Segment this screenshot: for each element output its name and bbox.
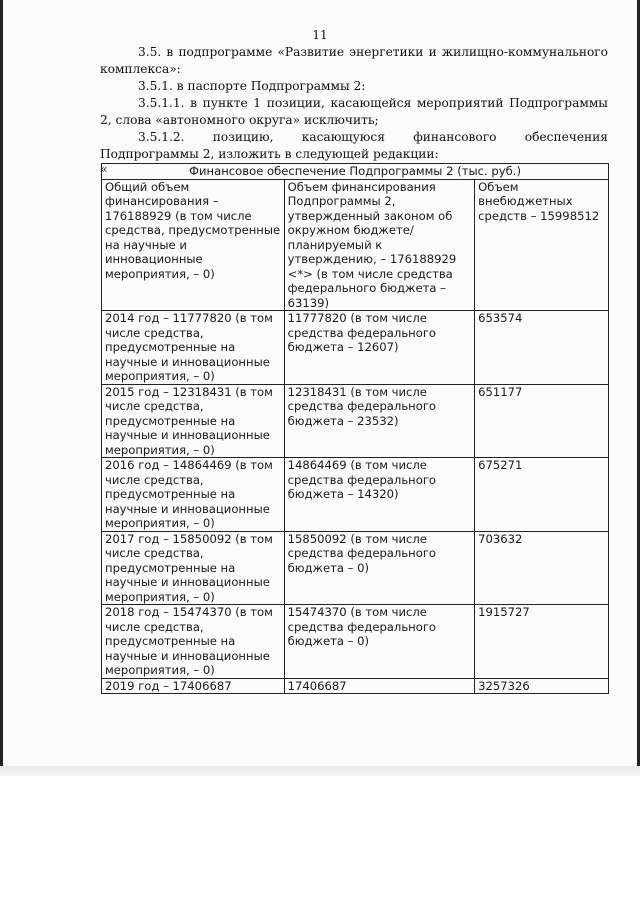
row-budget-cell: 14864469 (в том числе средства федерального бюджета – 14320) [284, 458, 475, 532]
row-year-cell: 2019 год – 17406687 [102, 678, 285, 694]
paragraph-3-5-1: 3.5.1. в паспорте Подпрограммы 2: [138, 79, 366, 93]
header-total-cell: Общий объем финансирования – 176188929 (в том числе средства, предусмотренные на научные и инновационные мероприятия, – 0) [102, 179, 285, 311]
row-extrabudget-cell: 651177 [475, 384, 609, 458]
financing-table [101, 163, 609, 694]
row-year-cell: 2017 год – 15850092 (в том числе средства, предусмотренные на научные и инновационные мероприятия, – 0) [102, 531, 285, 605]
table-row [102, 605, 609, 679]
row-extrabudget-cell: 3257326 [475, 678, 609, 694]
row-budget-cell: 12318431 (в том числе средства федерального бюджета – 23532) [284, 384, 475, 458]
header-extrabudget-cell: Объем внебюджетных средств – 15998512 [475, 179, 609, 311]
table-row [102, 311, 609, 385]
table-row [102, 458, 609, 532]
table-row [102, 678, 609, 694]
opening-quote: « [100, 162, 108, 176]
blank-area [0, 776, 640, 905]
paragraph-3-5-1-1: 3.5.1.1. в пункте 1 позиции, касающейся мероприятий Подпрограммы 2, слова «автономного округа» исключить; [100, 96, 608, 127]
row-budget-cell: 17406687 [284, 678, 475, 694]
table-row [102, 384, 609, 458]
paragraph-3-5-1-2-line1: 3.5.1.2. позицию, касающуюся финансового обеспечения [138, 130, 608, 144]
row-year-cell: 2016 год – 14864469 (в том числе средства, предусмотренные на научные и инновационные мероприятия, – 0) [102, 458, 285, 532]
row-year-cell: 2018 год – 15474370 (в том числе средства, предусмотренные на научные и инновационные мероприятия, – 0) [102, 605, 285, 679]
table-caption: Финансовое обеспечение Подпрограммы 2 (тыс. руб.) [102, 164, 609, 180]
row-budget-cell: 15474370 (в том числе средства федерального бюджета – 0) [284, 605, 475, 679]
row-year-cell: 2015 год – 12318431 (в том числе средства, предусмотренные на научные и инновационные мероприятия, – 0) [102, 384, 285, 458]
scan-edge-left [0, 0, 3, 775]
table-row [102, 531, 609, 605]
header-budget-cell: Объем финансирования Подпрограммы 2, утвержденный законом об окружном бюджете/планируемый к утверждению, – 176188929 <*> (в том числе средства федерального бюджета – 63139) [284, 179, 475, 311]
row-year-cell: 2014 год – 11777820 (в том числе средства, предусмотренные на научные и инновационные мероприятия, – 0) [102, 311, 285, 385]
row-budget-cell: 15850092 (в том числе средства федерального бюджета – 0) [284, 531, 475, 605]
row-extrabudget-cell: 1915727 [475, 605, 609, 679]
row-extrabudget-cell: 653574 [475, 311, 609, 385]
paragraph-3-5: 3.5. в подпрограмме «Развитие энергетики и жилищно-коммунального комплекса»: [100, 45, 608, 76]
row-extrabudget-cell: 703632 [475, 531, 609, 605]
scan-bottom-edge [0, 766, 640, 776]
row-extrabudget-cell: 675271 [475, 458, 609, 532]
row-budget-cell: 11777820 (в том числе средства федерального бюджета – 12607) [284, 311, 475, 385]
table-header-row [102, 179, 609, 311]
page-number: 11 [312, 28, 328, 42]
paragraph-3-5-1-2-line2: Подпрограммы 2, изложить в следующей редакции: [100, 147, 439, 161]
body-text [100, 44, 608, 175]
